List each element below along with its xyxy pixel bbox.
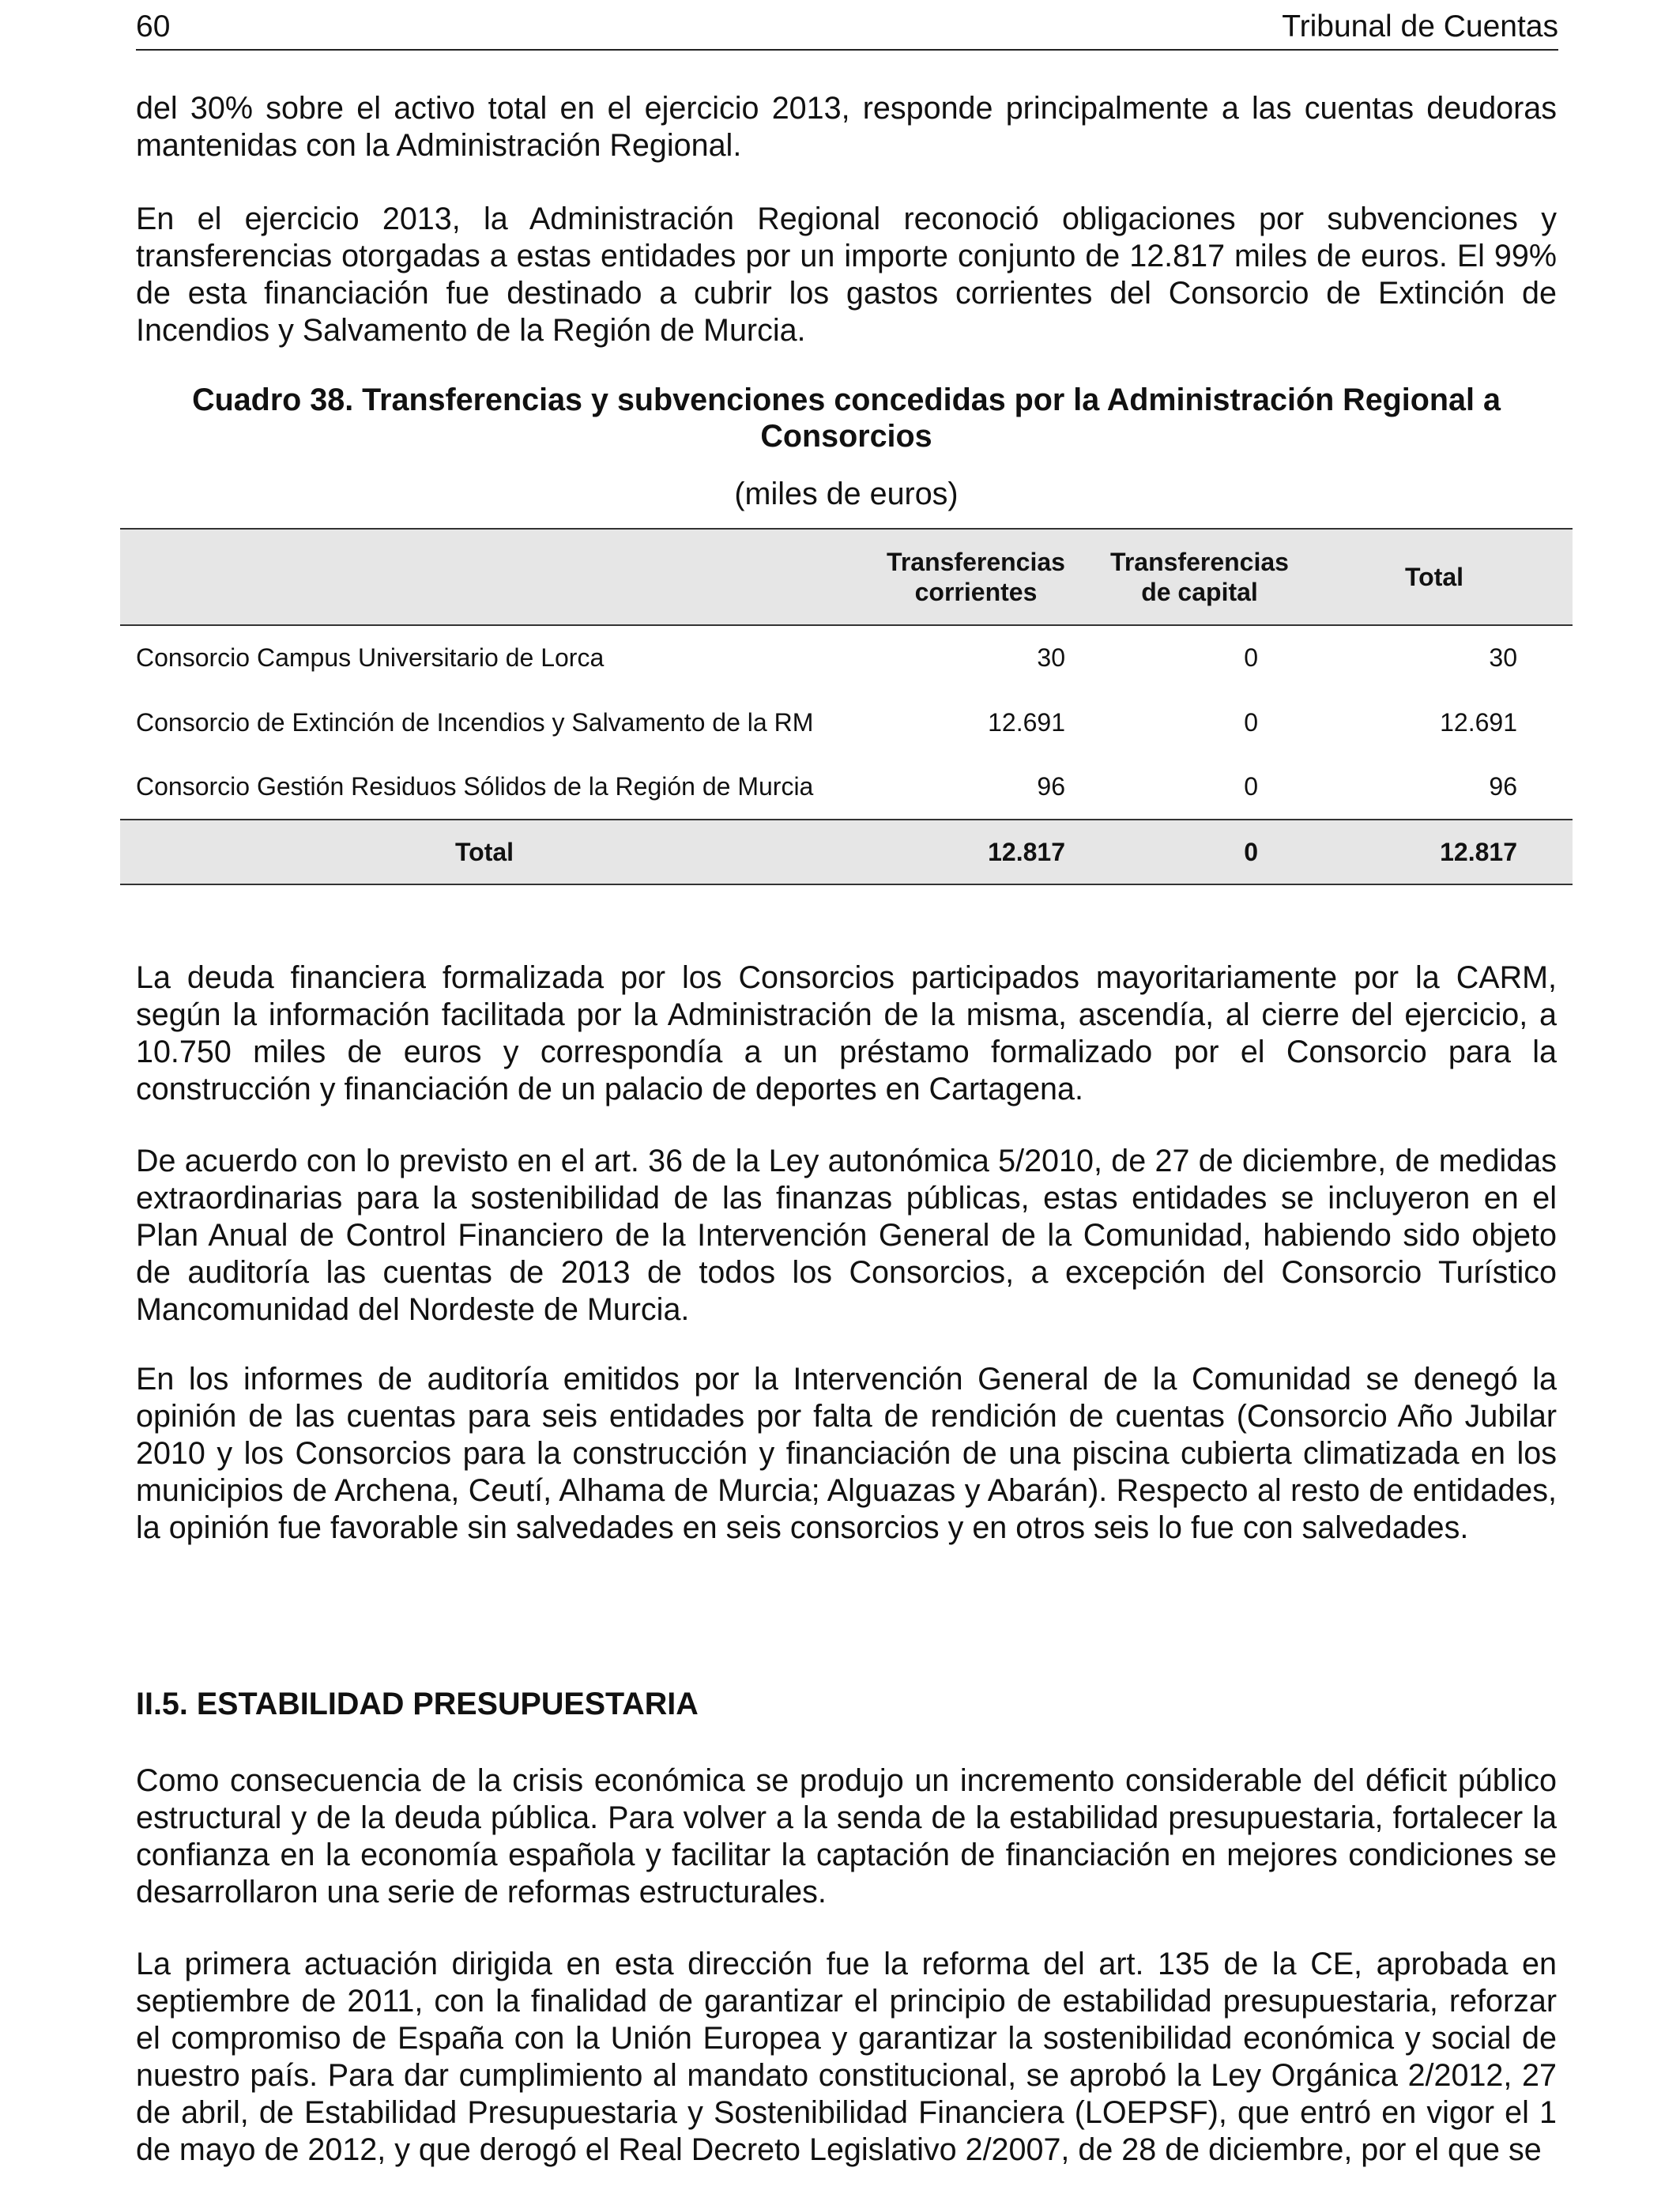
table-total-cell: 0	[1103, 820, 1296, 884]
table-total-label: Total	[120, 820, 849, 884]
table-cell: Consorcio Gestión Residuos Sólidos de la Región de Murcia	[136, 772, 814, 801]
table-cell: 96	[1489, 772, 1517, 801]
table-total-cell: 12.817	[849, 820, 1103, 884]
table-caption: Cuadro 38. Transferencias y subvenciones concedidas por la Administración Regional a Consorcios	[192, 383, 1501, 454]
table-cell: 0	[1244, 772, 1258, 801]
table-cell: 30	[1037, 643, 1065, 672]
table-cell: 12.691	[988, 707, 1065, 737]
paragraph: En el ejercicio 2013, la Administración Regional reconoció obligaciones por subvenciones y transferencias otorgadas a estas entidades por un importe conjunto de 12.817 miles de euros. El 99% de esta financiación fue destinado a cubrir los gastos corrientes del Consorcio de Extinción de Incendios y Salvamento de la Región de Murcia.	[136, 202, 1557, 348]
table-row	[120, 625, 1573, 690]
table-units: (miles de euros)	[734, 477, 959, 511]
running-title: Tribunal de Cuentas	[1282, 9, 1558, 43]
table-header-row	[120, 529, 1573, 625]
table-cell: 12.691	[1440, 707, 1517, 737]
table-header-cell: Total	[1296, 529, 1573, 625]
running-header	[136, 9, 1558, 51]
table-total-row	[120, 820, 1573, 884]
table-header-cell: Transferencias corrientes	[849, 529, 1103, 625]
table-cell: 96	[1037, 772, 1065, 801]
table-row	[120, 755, 1573, 820]
paragraph: del 30% sobre el activo total en el ejercicio 2013, responde principalmente a las cuentas deudoras mantenidas con la Administración Regional.	[136, 91, 1557, 163]
section-heading: II.5. ESTABILIDAD PRESUPUESTARIA	[136, 1687, 699, 1721]
table-header-cell: Transferencias de capital	[1103, 529, 1296, 625]
table-cell: Consorcio de Extinción de Incendios y Salvamento de la RM	[136, 707, 814, 737]
paragraph: La deuda financiera formalizada por los Consorcios participados mayoritariamente por la CARM, según la información facilitada por la Administración de la misma, ascendía, al cierre del ejercicio, a 10.750 miles de euros y correspondía a un préstamo formalizado por el Consorcio para la construcción y financiación de un palacio de deportes en Cartagena.	[136, 960, 1557, 1106]
table-cell: 30	[1489, 643, 1517, 672]
paragraph: De acuerdo con lo previsto en el art. 36 de la Ley autonómica 5/2010, de 27 de diciembre, de medidas extraordinarias para la sostenibilidad de las finanzas públicas, estas entidades se incluyeron en el Plan Anual de Control Financiero de la Intervención General de la Comunidad, habiendo sido objeto de auditoría las cuentas de 2013 de todos los Consorcios, a excepción del Consorcio Turístico Mancomunidad del Nordeste de Murcia.	[136, 1144, 1557, 1327]
paragraph: La primera actuación dirigida en esta dirección fue la reforma del art. 135 de la CE, aprobada en septiembre de 2011, con la finalidad de garantizar el principio de estabilidad presupuestaria, reforzar el compromiso de España con la Unión Europea y garantizar la sostenibilidad económica y social de nuestro país. Para dar cumplimiento al mandato constitucional, se aprobó la Ley Orgánica 2/2012, 27 de abril, de Estabilidad Presupuestaria y Sostenibilidad Financiera (LOEPSF), que entró en vigor el 1 de mayo de 2012, y que derogó el Real Decreto Legislativo 2/2007, de 28 de diciembre, por el que se	[136, 1947, 1557, 2167]
table-cell: Consorcio Campus Universitario de Lorca	[136, 643, 605, 672]
transfers-table	[120, 528, 1573, 885]
table-header-cell	[120, 529, 849, 625]
table-total-cell: 12.817	[1296, 820, 1573, 884]
page-number: 60	[136, 9, 171, 43]
table-cell: 0	[1244, 643, 1258, 672]
table-row	[120, 690, 1573, 755]
paragraph: Como consecuencia de la crisis económica se produjo un incremento considerable del déficit público estructural y de la deuda pública. Para volver a la senda de la estabilidad presupuestaria, fortalecer la confianza en la economía española y facilitar la captación de financiación en mejores condiciones se desarrollaron una serie de reformas estructurales.	[136, 1763, 1557, 1909]
table-cell: 0	[1244, 707, 1258, 737]
paragraph: En los informes de auditoría emitidos por la Intervención General de la Comunidad se denegó la opinión de las cuentas para seis entidades por falta de rendición de cuentas (Consorcio Año Jubilar 2010 y los Consorcios para la construcción y financiación de una piscina cubierta climatizada en los municipios de Archena, Ceutí, Alhama de Murcia; Alguazas y Abarán). Respecto al resto de entidades, la opinión fue favorable sin salvedades en seis consorcios y en otros seis lo fue con salvedades.	[136, 1362, 1557, 1545]
